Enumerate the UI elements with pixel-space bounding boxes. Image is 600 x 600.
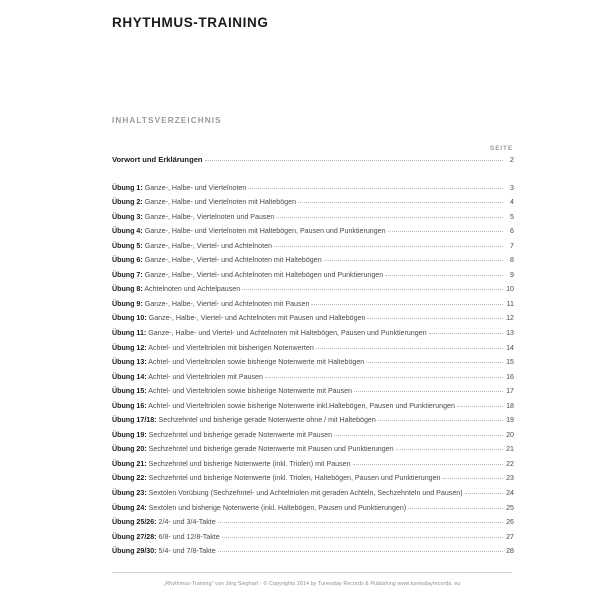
leader-dots [265, 372, 503, 379]
leader-dots [465, 488, 503, 495]
toc-entry-description: Sextolen Vorübung (Sechzehntel- und Achteltriolen mit geraden Achteln, Sechzehnteln und Pausen) [148, 489, 463, 498]
toc-lead-entry-page: 2 [509, 155, 514, 164]
toc-entry-label: Übung 22: [112, 474, 147, 483]
toc-entry[interactable] [112, 270, 514, 285]
toc-entry-text [112, 534, 222, 541]
toc-entry-description: 2/4- und 3/4-Takte [158, 518, 216, 527]
toc-entry-label: Übung 2: [112, 198, 143, 207]
toc-entry-page: 10 [506, 285, 514, 294]
toc-entry-label: Übung 24: [112, 503, 147, 512]
leader-dots [274, 241, 503, 248]
toc-entry-page: 21 [506, 445, 514, 454]
toc-entry-label: Übung 11: [112, 329, 147, 338]
toc-entry-description: Sechzehntel und bisherige gerade Notenwerte mit Pausen [148, 430, 333, 439]
leader-dots [385, 270, 503, 277]
leader-dots [408, 503, 503, 510]
toc-entry-page: 24 [506, 489, 514, 498]
toc-entry[interactable] [112, 372, 514, 387]
leader-dots [316, 343, 503, 350]
leader-dots [388, 226, 503, 233]
toc-entry[interactable] [112, 357, 514, 372]
toc-entry-description: Achtel- und Vierteltriolen sowie bisherige Notenwerte inkl.Haltebögen, Pausen und Punktierungen [148, 401, 455, 410]
toc-entry-label: Übung 29/30: [112, 547, 157, 556]
toc-entry-description: Achtelnoten und Achtelpausen [144, 285, 241, 294]
toc-entry-text [112, 490, 465, 497]
toc-entry-label: Übung 6: [112, 256, 143, 265]
toc-entry-description: Achtel- und Vierteltriolen sowie bisherige Notenwerte mit Haltebögen [148, 358, 365, 367]
toc-entry-page: 26 [506, 518, 514, 527]
toc-entry-label: Übung 1: [112, 183, 143, 192]
toc-entry[interactable] [112, 473, 514, 488]
toc-section-gap [112, 170, 514, 183]
leader-dots [205, 155, 503, 162]
toc-entry-page: 20 [506, 430, 514, 439]
toc-entry-page: 19 [506, 416, 514, 425]
leader-dots [298, 197, 503, 204]
toc-entry[interactable] [112, 546, 514, 561]
toc-entry-list [112, 183, 514, 561]
toc-entry-page: 14 [506, 343, 514, 352]
toc-entry-text [112, 388, 354, 395]
toc-entry-description: Ganze-, Halbe-, Viertel- und Achtelnoten mit Haltebögen [144, 256, 322, 265]
toc-entry-page: 9 [510, 270, 514, 279]
table-of-contents [112, 116, 514, 561]
toc-entry-description: Ganze-, Halbe- und Viertelnoten [144, 183, 247, 192]
toc-entry-page: 6 [510, 227, 514, 236]
toc-entry-label: Übung 14: [112, 372, 147, 381]
toc-entry-label: Übung 27/28: [112, 532, 157, 541]
toc-entry[interactable] [112, 226, 514, 241]
toc-entry[interactable] [112, 386, 514, 401]
toc-entry[interactable] [112, 313, 514, 328]
page-title: RHYTHMUS-TRAINING [112, 15, 269, 30]
leader-dots [222, 532, 503, 539]
footer-copyright: „Rhythmus-Training" von Jörg Sieghart · © Copyrights 2014 by Tunesday Records & Publishing www.tunesdayrecords. eu [163, 581, 461, 587]
leader-dots [396, 444, 503, 451]
toc-entry[interactable] [112, 241, 514, 256]
toc-entry-label: Übung 25/26: [112, 518, 157, 527]
toc-entry-page: 13 [506, 329, 514, 338]
toc-entry-text [112, 519, 218, 526]
toc-entry-label: Übung 8: [112, 285, 143, 294]
toc-entry-description: Ganze-, Halbe- und Viertelnoten mit Haltebögen, Pausen und Punktierungen [144, 227, 386, 236]
toc-entry-description: Sechzehntel und bisherige gerade Notenwerte mit Pausen und Punktierungen [148, 445, 394, 454]
toc-heading: INHALTSVERZEICHNIS [112, 116, 222, 125]
toc-entry-text [112, 548, 218, 555]
toc-entry-page: 22 [506, 459, 514, 468]
toc-entry-page: 11 [506, 299, 514, 308]
toc-entry-text [112, 345, 316, 352]
toc-entry-description: 6/8- und 12/8-Takte [158, 532, 220, 541]
toc-entry[interactable] [112, 488, 514, 503]
toc-entry-text [112, 228, 388, 235]
toc-entry-page: 17 [506, 387, 514, 396]
toc-entry[interactable] [112, 430, 514, 445]
toc-entry-description: Sechzehntel und bisherige Notenwerte (inkl. Triolen, Haltebögen, Pausen und Punktierungen [148, 474, 441, 483]
toc-entry[interactable] [112, 183, 514, 198]
toc-entry-text [112, 403, 457, 410]
toc-entry-text [112, 257, 324, 264]
toc-entry-description: Ganze-, Halbe-, Viertel- und Achtelnoten [144, 241, 272, 250]
toc-entry-page: 23 [506, 474, 514, 483]
toc-entry-description: Sechzehntel und bisherige gerade Notenwerte ohne / mit Haltebögen [158, 416, 376, 425]
toc-entry-description: Achtel- und Vierteltriolen sowie bisherige Notenwerte mit Pausen [148, 387, 353, 396]
leader-dots [366, 357, 503, 364]
toc-entry-description: Ganze-, Halbe- und Viertel- und Achtelnoten mit Haltebögen, Pausen und Punktierungen [148, 329, 427, 338]
toc-entry-label: Übung 23: [112, 489, 147, 498]
leader-dots [353, 459, 503, 466]
leader-dots [334, 430, 503, 437]
toc-entry-page: 27 [506, 532, 514, 541]
toc-entry-text [112, 475, 443, 482]
toc-entry-description: Achtel- und Vierteltriolen mit bisherigen Notenwerten [148, 343, 314, 352]
toc-entry-label: Übung 20: [112, 445, 147, 454]
toc-entry[interactable] [112, 328, 514, 343]
toc-entry-label: Übung 5: [112, 241, 143, 250]
toc-entry-description: Ganze-, Halbe-, Viertel- und Achtelnoten mit Pausen und Haltebögen [148, 314, 366, 323]
toc-entry-page: 25 [506, 503, 514, 512]
toc-entry-page: 7 [510, 241, 514, 250]
toc-lead-entry[interactable] [112, 155, 514, 170]
toc-entry[interactable] [112, 503, 514, 518]
leader-dots [354, 386, 503, 393]
toc-entry-label: Übung 19: [112, 430, 147, 439]
leader-dots [218, 546, 503, 553]
toc-entry-description: Ganze-, Halbe-, Viertel- und Achtelnoten mit Pausen [144, 299, 310, 308]
toc-entry-text [112, 505, 408, 512]
toc-entry-page: 4 [510, 198, 514, 207]
toc-entry-page: 15 [506, 358, 514, 367]
toc-entry-text [112, 315, 367, 322]
toc-entry-text [112, 446, 396, 453]
toc-entry-label: Übung 9: [112, 299, 143, 308]
toc-entry-text [112, 330, 429, 337]
toc-entry[interactable] [112, 517, 514, 532]
toc-entry[interactable] [112, 532, 514, 547]
leader-dots [457, 401, 503, 408]
toc-entry-text [112, 417, 378, 424]
toc-entry-label: Übung 21: [112, 459, 147, 468]
leader-dots [429, 328, 503, 335]
toc-entry-page: 18 [506, 401, 514, 410]
toc-entry-description: 5/4- und 7/8-Takte [158, 547, 216, 556]
leader-dots [276, 212, 503, 219]
toc-entry-label: Übung 4: [112, 227, 143, 236]
toc-entry[interactable] [112, 401, 514, 416]
page-column-header: SEITE [490, 145, 513, 152]
toc-entry[interactable] [112, 284, 514, 299]
toc-entry-text [112, 461, 353, 468]
toc-entry-description: Ganze-, Halbe-, Viertel- und Achtelnoten mit Haltebögen und Punktierungen [144, 270, 384, 279]
toc-entry[interactable] [112, 212, 514, 227]
toc-entry[interactable] [112, 255, 514, 270]
toc-entry[interactable] [112, 415, 514, 430]
leader-dots [242, 284, 503, 291]
toc-lead-entry-label: Vorwort und Erklärungen [112, 155, 203, 164]
toc-entry-label: Übung 3: [112, 212, 143, 221]
toc-entry-description: Sechzehntel und bisherige Notenwerte (inkl. Triolen) mit Pausen [148, 459, 351, 468]
footer-divider [112, 572, 512, 573]
toc-entry-text [112, 359, 366, 366]
toc-entry-label: Übung 13: [112, 358, 147, 367]
toc-entry-description: Ganze-, Halbe- und Viertelnoten mit Haltebögen [144, 198, 297, 207]
toc-entry[interactable] [112, 197, 514, 212]
toc-entry-text [112, 286, 242, 293]
toc-entry-description: Ganze-, Halbe-, Viertelnoten und Pausen [144, 212, 275, 221]
toc-entry-text [112, 301, 311, 308]
toc-entry-label: Übung 15: [112, 387, 147, 396]
leader-dots [311, 299, 503, 306]
toc-entry-page: 3 [510, 183, 514, 192]
toc-entry-description: Achtel- und Vierteltriolen mit Pausen [148, 372, 263, 381]
toc-entry[interactable] [112, 459, 514, 474]
toc-entry-label: Übung 16: [112, 401, 147, 410]
toc-entry-page: 5 [510, 212, 514, 221]
leader-dots [248, 183, 503, 190]
toc-entry-page: 28 [506, 547, 514, 556]
leader-dots [218, 517, 503, 524]
toc-entry-text [112, 374, 265, 381]
leader-dots [443, 473, 504, 480]
toc-entry-page: 8 [510, 256, 514, 265]
toc-entry-label: Übung 7: [112, 270, 143, 279]
toc-entry-text [112, 199, 298, 206]
toc-entry-text [112, 243, 274, 250]
toc-entry[interactable] [112, 444, 514, 459]
toc-entry[interactable] [112, 299, 514, 314]
toc-entry-label: Übung 12: [112, 343, 147, 352]
toc-entry-page: 16 [506, 372, 514, 381]
leader-dots [367, 313, 503, 320]
toc-entry-page: 12 [506, 314, 514, 323]
toc-entry-text [112, 185, 248, 192]
toc-entry-label: Übung 10: [112, 314, 147, 323]
toc-entry-label: Übung 17/18: [112, 416, 157, 425]
toc-entry-description: Sextolen und bisherige Notenwerte (inkl. Haltebögen, Pausen und Punktierungen) [148, 503, 407, 512]
toc-entry[interactable] [112, 343, 514, 358]
leader-dots [378, 415, 503, 422]
toc-entry-text [112, 214, 276, 221]
toc-entry-text [112, 272, 385, 279]
toc-entry-text [112, 432, 334, 439]
leader-dots [324, 255, 503, 262]
